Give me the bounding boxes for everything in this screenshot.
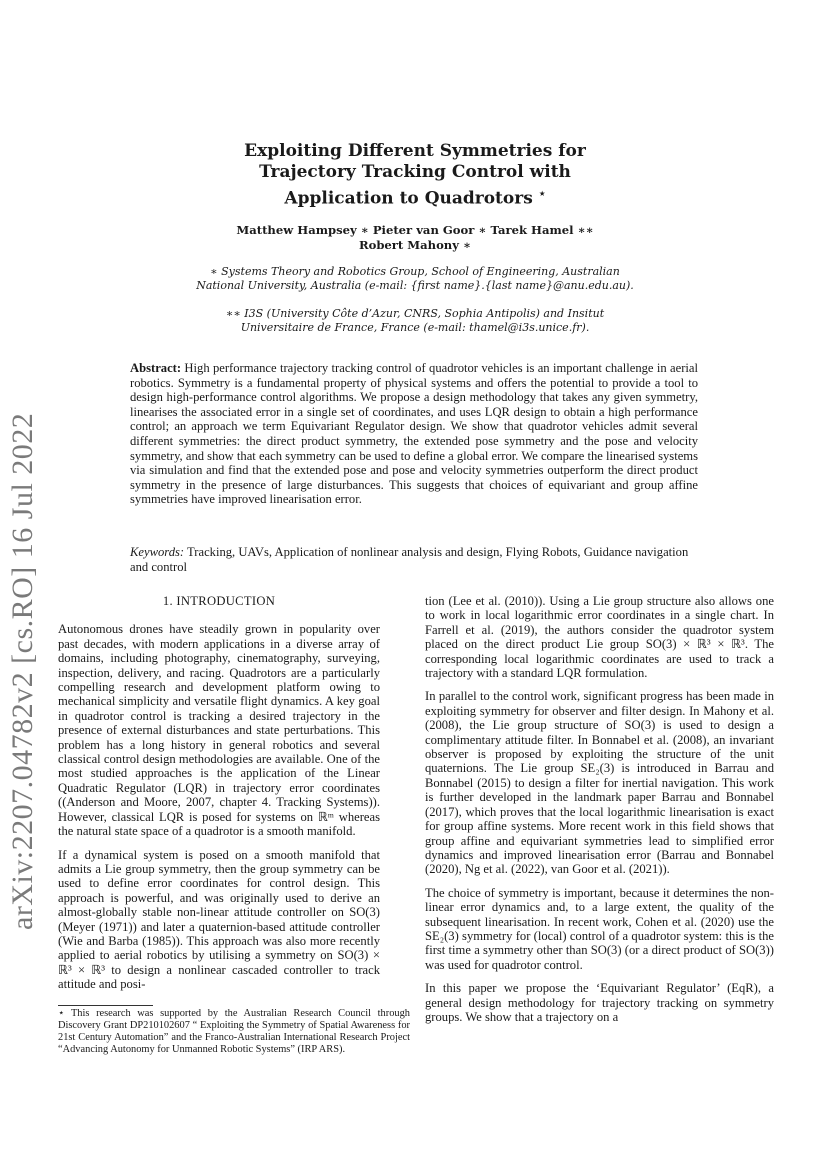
affiliation-1: ∗ Systems Theory and Robotics Group, School of Engineering, Australian National University, Australia (e-mail: {first name}.{last name}@anu.edu.au). — [196, 265, 634, 292]
arxiv-identifier-stamp: arXiv:2207.04782v2 [cs.RO] 16 Jul 2022 — [6, 412, 39, 930]
authors-line-2: Robert Mahony ∗ — [358, 238, 472, 252]
paper-title — [180, 141, 650, 210]
affiliation-2: ∗∗ I3S (University Côte d’Azur, CNRS, Sophia Antipolis) and Insitut Universitaire de France, France (e-mail: thamel@i3s.unice.fr). — [225, 307, 605, 334]
right-paragraph-4: In this paper we propose the ‘Equivariant Regulator’ (EqR), a general design methodology for trajectory tracking on symmetry groups. We show that a trajectory on a — [425, 981, 774, 1024]
keywords-label: Keywords: — [130, 545, 185, 559]
title-line-2: Trajectory Tracking Control with — [259, 162, 571, 182]
title-line-3 — [180, 183, 650, 210]
left-paragraph-2: If a dynamical system is posed on a smooth manifold that admits a Lie group symmetry, then the group symmetry can be used to define error coordinates for control design. This approach is powerful, and was originally used to derive an almost-globally stable non-linear attitude controller on SO(3) (Meyer (1971)) and later a quaternion-based attitude controller (Wie and Barba (1985)). This approach was also more recently applied to aerial robotics by utilising a symmetry on SO(3) × ℝ³ × ℝ³ to design a nonlinear cascaded controller to track attitude and posi- — [58, 847, 380, 992]
title-line-3-text: Application to Quadrotors — [284, 188, 533, 209]
right-paragraph-3: The choice of symmetry is important, because it determines the non-linear error dynamics and, to a large extent, the quality of the subsequent linearisation. In recent work, Cohen et al. (2020) use the SE₂(3) symmetry for (local) control of a quadrotor system: this is the first time a symmetry other than SO(3) (or a direct product of SO(3)) was used for quadrotor control. — [425, 885, 774, 972]
footnote-rule — [58, 1005, 153, 1006]
left-column — [58, 594, 380, 1001]
title-line-1: Exploiting Different Symmetries for — [244, 141, 586, 161]
right-column — [425, 594, 774, 1033]
section-heading-introduction: 1. INTRODUCTION — [162, 594, 276, 608]
authors-line-1: Matthew Hampsey ∗ Pieter van Goor ∗ Tarek Hamel ∗∗ — [236, 223, 594, 237]
footnote: ⋆ This research was supported by the Australian Research Council through Discovery Grant DP210102607 “ Exploiting the Symmetry of Spatial Awareness for 21st Century Automation” and the Franco-Australian International Research Project “Advancing Autonomy for Unmanned Robotic Systems” (IRP ARS). — [58, 1008, 410, 1055]
right-paragraph-1: tion (Lee et al. (2010)). Using a Lie group structure also allows one to work in local logarithmic error coordinates in a single chart. In Farrell et al. (2019), the authors consider the quadrotor system placed on the direct product Lie group SO(3) × ℝ³ × ℝ³. The corresponding local logarithmic coordinates are used to track a trajectory with a standard LQR formulation. — [425, 594, 774, 681]
keywords-block — [130, 545, 698, 574]
abstract-text: High performance trajectory tracking control of quadrotor vehicles is an important challenge in aerial robotics. Symmetry is a fundamental property of physical systems and offers the potential to provide a tool to design high-performance control algorithms. We propose a design methodology that takes any given symmetry, linearises the associated error in a single set of coordinates, and uses LQR design to obtain a high performance control; an approach we term Equivariant Regulator design. We show that quadrotor vehicles admit several different symmetries: the direct product symmetry, the extended pose symmetry and the pose and velocity symmetry, and show that each symmetry can be used to define a global error. We compare the linearised systems via simulation and find that the extended pose and pose and velocity symmetries outperform the direct product symmetry in the presence of large disturbances. This suggests that choices of equivariant and group affine symmetries have improved linearisation error. — [130, 361, 698, 507]
author-list — [180, 223, 650, 253]
title-footnote-star: ⋆ — [538, 187, 546, 200]
right-paragraph-2: In parallel to the control work, significant progress has been made in exploiting symmetry for observer and filter design. In Mahony et al. (2008), the Lie group structure of SO(3) is used to design a complimentary attitude filter. In Bonnabel et al. (2008), an invariant observer is proposed by exploiting the structure of the unit quaternions. The Lie group SE₂(3) is introduced in Barrau and Bonnabel (2015) to design a filter for inertial navigation. This work is further developed in the landmark paper Barrau and Bonnabel (2017), which proves that the local logarithmic linearisation is exact for group affine systems. More recent work in this field shows that group affine and equivariant symmetries lead to simplified error dynamics and improved linearisation error (Barrau and Bonnabel (2020), Ng et al. (2022), van Goor et al. (2021)). — [425, 689, 774, 877]
abstract-block — [130, 361, 698, 507]
keywords-text: Tracking, UAVs, Application of nonlinear analysis and design, Flying Robots, Guidance navigation and control — [130, 545, 689, 574]
left-paragraph-1: Autonomous drones have steadily grown in popularity over past decades, with modern applications in a diverse array of domains, including photography, cinematography, surveying, inspection, delivery, and racing. Quadrotors are a particularly compelling research and development platform owing to mechanical simplicity and versatile flight dynamics. A key goal in quadrotor control is tracking a desired trajectory in the presence of external disturbances and state perturbations. This problem has a long history in general robotics and several classical control design methodologies are available. One of the most studied approaches is the application of the Linear Quadratic Regulator (LQR) in trajectory error coordinates ((Anderson and Moore, 2007, chapter 4. Tracking Systems)). However, classical LQR is posed for systems on ℝᵐ whereas the natural state space of a quadrotor is a smooth manifold. — [58, 622, 380, 839]
abstract-label: Abstract: — [130, 361, 182, 375]
